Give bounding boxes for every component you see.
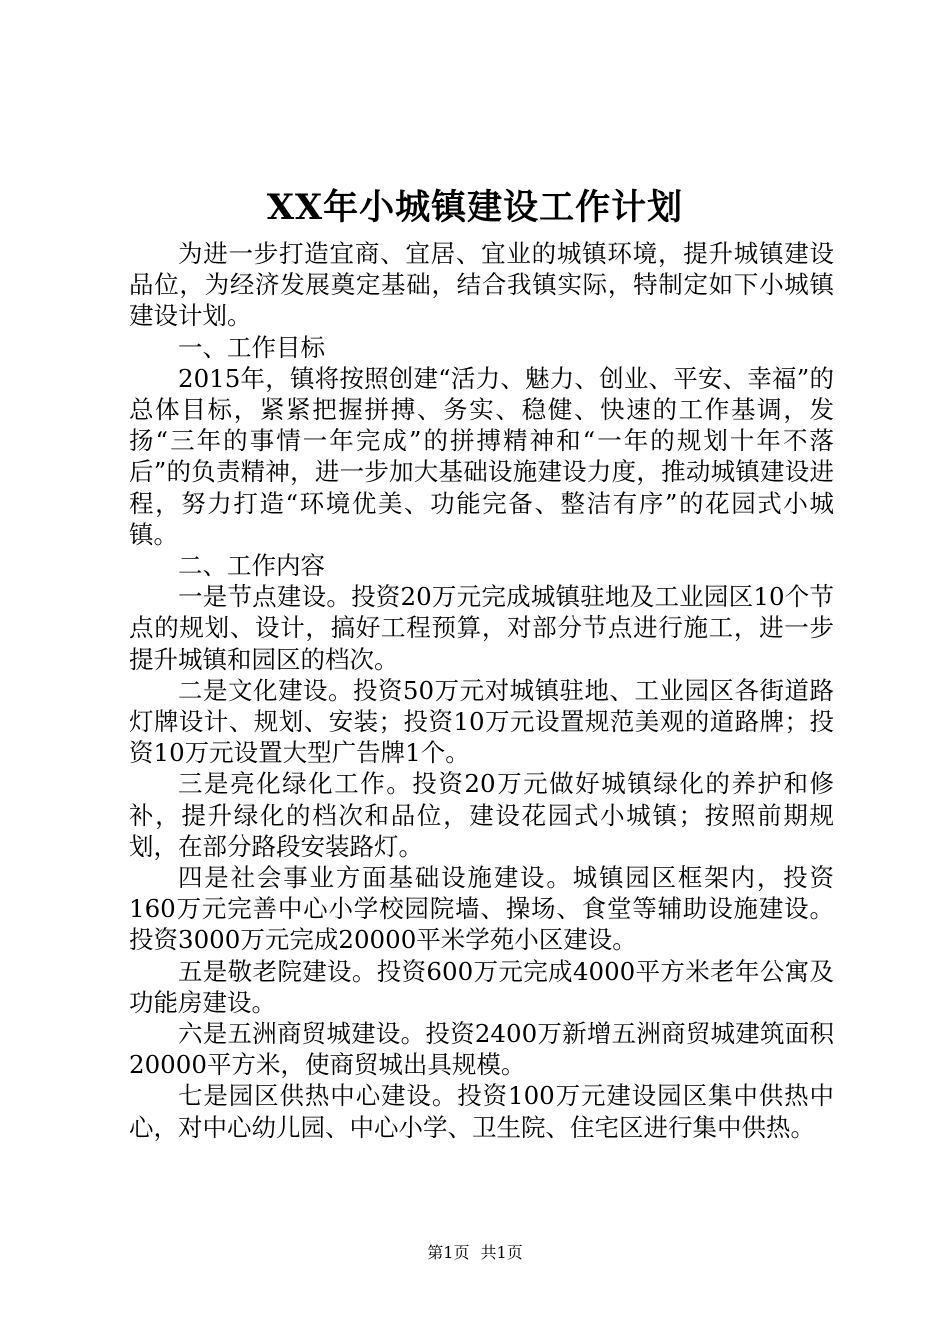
paragraph-item-5: 五是敬老院建设。投资600万元完成4000平方米老年公寓及功能房建设。 xyxy=(129,956,834,1017)
paragraph-intro: 为进一步打造宜商、宜居、宜业的城镇环境，提升城镇建设品位，为经济发展奠定基础，结合我镇实际，特制定如下小城镇建设计划。 xyxy=(129,239,834,331)
paragraph-item-7: 七是园区供热中心建设。投资100万元建设园区集中供热中心，对中心幼儿园、中心小学、卫生院、住宅区进行集中供热。 xyxy=(129,1081,834,1142)
paragraph-item-2: 二是文化建设。投资50万元对城镇驻地、工业园区各街道路灯牌设计、规划、安装；投资10万元设置规范美观的道路牌；投资10万元设置大型广告牌1个。 xyxy=(129,675,834,768)
paragraph-item-1: 一是节点建设。投资20万元完成城镇驻地及工业园区10个节点的规划、设计，搞好工程预算，对部分节点进行施工，进一步提升城镇和园区的档次。 xyxy=(129,582,834,674)
paragraph-item-4: 四是社会事业方面基础设施建设。城镇园区框架内，投资160万元完善中心小学校园院墙、操场、食堂等辅助设施建设。投资3000万元完成20000平米学苑小区建设。 xyxy=(129,863,834,955)
document-title: XX年小城镇建设工作计划 xyxy=(266,187,684,228)
paragraph-goals: 2015年，镇将按照创建“活力、魅力、创业、平安、幸福”的总体目标，紧紧把握拼搏、务实、稳健、快速的工作基调，发扬“三年的事情一年完成”的拼搏精神和“一年的规划十年不落后”的负责精神，进一步加大基础设施建设力度，推动城镇建设进程，努力打造“环境优美、功能完备、整洁有序”的花园式小城镇。 xyxy=(129,363,834,549)
section-heading-goals: 一、工作目标 xyxy=(178,332,325,362)
page-number: 第1页 xyxy=(427,1243,470,1262)
section-heading-content: 二、工作内容 xyxy=(178,551,325,581)
page-total: 共1页 xyxy=(480,1243,523,1262)
document-body xyxy=(129,238,834,1143)
paragraph-item-6: 六是五洲商贸城建设。投资2400万新增五洲商贸城建筑面积20000平方米，使商贸城出具规模。 xyxy=(129,1019,834,1080)
paragraph-item-3: 三是亮化绿化工作。投资20万元做好城镇绿化的养护和修补，提升绿化的档次和品位，建设花园式小城镇；按照前期规划，在部分路段安装路灯。 xyxy=(129,769,834,861)
page-footer xyxy=(0,1241,950,1265)
